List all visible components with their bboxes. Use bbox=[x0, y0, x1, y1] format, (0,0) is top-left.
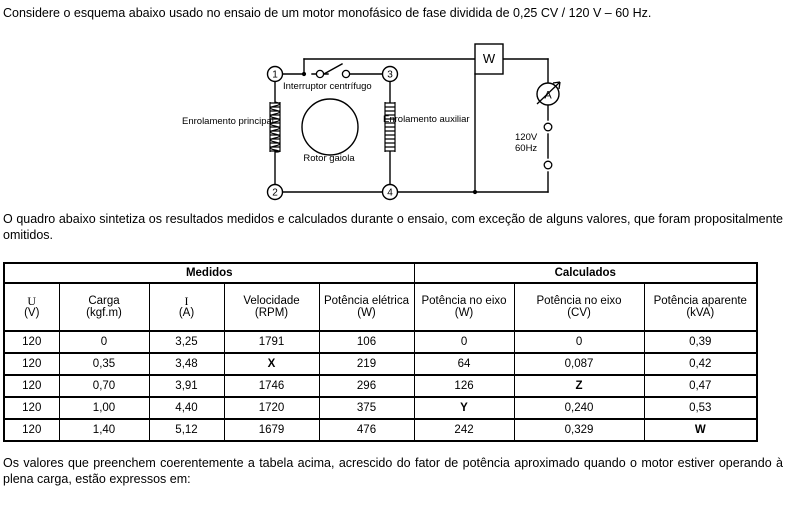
table-cell: 3,25 bbox=[149, 331, 224, 353]
rotor-circle bbox=[302, 99, 358, 155]
column-header-0 bbox=[4, 283, 59, 331]
auxiliary-winding-coil bbox=[385, 102, 395, 152]
column-header-name: I bbox=[184, 293, 189, 308]
table-cell: 0,47 bbox=[644, 375, 757, 397]
column-header-5 bbox=[414, 283, 514, 331]
table-cell: 126 bbox=[414, 375, 514, 397]
table-cell: 3,91 bbox=[149, 375, 224, 397]
switch-contact-right bbox=[342, 70, 349, 77]
table-cell: 5,12 bbox=[149, 419, 224, 441]
node-4-label: 4 bbox=[387, 187, 393, 199]
wattmeter-box bbox=[475, 44, 503, 74]
junction-dot-switch bbox=[302, 72, 306, 76]
table-cell: 242 bbox=[414, 419, 514, 441]
column-header-unit: (CV) bbox=[567, 307, 591, 319]
table-body bbox=[4, 331, 757, 441]
node-1-label: 1 bbox=[272, 69, 278, 81]
table-cell: 296 bbox=[319, 375, 414, 397]
column-header-3 bbox=[224, 283, 319, 331]
table-cell: 1746 bbox=[224, 375, 319, 397]
column-header-name: U bbox=[27, 293, 37, 308]
table-cell: 120 bbox=[4, 375, 59, 397]
switch-contacts bbox=[316, 70, 349, 77]
table-cell: 120 bbox=[4, 419, 59, 441]
table-cell: 0,42 bbox=[644, 353, 757, 375]
label-auxiliary-winding: Enrolamento auxiliar bbox=[383, 114, 470, 125]
column-header-name: Potência elétrica bbox=[323, 294, 410, 307]
table-cell: 0 bbox=[59, 331, 149, 353]
table-row bbox=[4, 419, 757, 441]
column-header-unit: (V) bbox=[24, 307, 40, 319]
switch-blade bbox=[322, 64, 342, 75]
source-voltage-label: 120V bbox=[515, 132, 538, 143]
table-cell: 120 bbox=[4, 331, 59, 353]
table-cell: 1791 bbox=[224, 331, 319, 353]
wattmeter-label: W bbox=[482, 51, 496, 66]
table-column-header-row bbox=[4, 283, 757, 331]
table-cell: 219 bbox=[319, 353, 414, 375]
table-cell: 0,39 bbox=[644, 331, 757, 353]
column-header-name: Potência no eixo bbox=[536, 294, 622, 307]
table-cell: 0 bbox=[414, 331, 514, 353]
table-cell: 0,70 bbox=[59, 375, 149, 397]
table-cell: 0,53 bbox=[644, 397, 757, 419]
table-cell-unknown: X bbox=[224, 353, 319, 375]
main-winding-coil bbox=[270, 102, 280, 152]
node-3-label: 3 bbox=[387, 69, 393, 81]
table-cell: 0 bbox=[514, 331, 644, 353]
table-cell: 0,087 bbox=[514, 353, 644, 375]
table-row bbox=[4, 331, 757, 353]
table-cell: 4,40 bbox=[149, 397, 224, 419]
source-terminal-top bbox=[544, 123, 552, 131]
group-header-medidos: Medidos bbox=[4, 263, 414, 283]
label-source bbox=[515, 132, 559, 154]
column-header-unit: (W) bbox=[357, 307, 376, 319]
table-cell: 375 bbox=[319, 397, 414, 419]
table-cell-unknown: Y bbox=[414, 397, 514, 419]
table-cell-unknown: Z bbox=[514, 375, 644, 397]
intro-paragraph: Considere o esquema abaixo usado no ensaio de um motor monofásico de fase dividida de 0,25 CV / 120 V – 60 Hz. bbox=[3, 6, 652, 20]
column-header-4 bbox=[319, 283, 414, 331]
column-header-unit: (W) bbox=[454, 307, 474, 319]
switch-contact-left bbox=[316, 70, 323, 77]
table-cell: 1679 bbox=[224, 419, 319, 441]
column-header-1 bbox=[59, 283, 149, 331]
circuit-diagram bbox=[182, 34, 585, 204]
table-cell: 0,329 bbox=[514, 419, 644, 441]
column-header-name: Potência no eixo bbox=[421, 294, 507, 307]
label-rotor: Rotor gaiola bbox=[303, 153, 355, 164]
column-header-unit: (kgf.m) bbox=[86, 307, 122, 319]
column-header-unit: (A) bbox=[178, 307, 195, 319]
label-main-winding: Enrolamento principal bbox=[182, 116, 274, 127]
node-2-label: 2 bbox=[272, 187, 278, 199]
junction-dot-bottom bbox=[473, 190, 477, 194]
results-table bbox=[3, 262, 758, 442]
label-centrifugal-switch: Interruptor centrífugo bbox=[283, 81, 372, 92]
table-group-header-row bbox=[4, 263, 757, 283]
source-frequency-label: 60Hz bbox=[515, 143, 538, 154]
table-cell: 120 bbox=[4, 353, 59, 375]
table-cell: 106 bbox=[319, 331, 414, 353]
source-terminal-bottom bbox=[544, 161, 552, 169]
column-header-name: Velocidade bbox=[243, 294, 300, 307]
table-cell: 3,48 bbox=[149, 353, 224, 375]
column-header-6 bbox=[514, 283, 644, 331]
table-cell: 64 bbox=[414, 353, 514, 375]
table-cell: 1720 bbox=[224, 397, 319, 419]
table-cell: 1,00 bbox=[59, 397, 149, 419]
table-cell: 476 bbox=[319, 419, 414, 441]
table-row bbox=[4, 397, 757, 419]
table-cell: 0,35 bbox=[59, 353, 149, 375]
table-row bbox=[4, 353, 757, 375]
closing-paragraph: Os valores que preenchem coerentemente a tabela acima, acrescido do fator de potência aproximado quando o motor estiver operando à plena carga, estão expressos em: bbox=[3, 456, 783, 486]
ammeter-label: A bbox=[544, 89, 552, 102]
table-row bbox=[4, 375, 757, 397]
column-header-unit: (RPM) bbox=[254, 307, 289, 319]
table-cell: 1,40 bbox=[59, 419, 149, 441]
table-cell: 120 bbox=[4, 397, 59, 419]
column-header-name: Potência aparente bbox=[653, 294, 747, 307]
table-cell-unknown: W bbox=[644, 419, 757, 441]
column-header-name: Carga bbox=[88, 294, 120, 307]
column-header-7 bbox=[644, 283, 757, 331]
table-intro-paragraph: O quadro abaixo sintetiza os resultados medidos e calculados durante o ensaio, com exceção de alguns valores, que foram propositalmente omitidos. bbox=[3, 212, 783, 242]
group-header-calculados: Calculados bbox=[414, 263, 757, 283]
column-header-unit: (kVA) bbox=[686, 307, 715, 319]
table-cell: 0,240 bbox=[514, 397, 644, 419]
column-header-2 bbox=[149, 283, 224, 331]
